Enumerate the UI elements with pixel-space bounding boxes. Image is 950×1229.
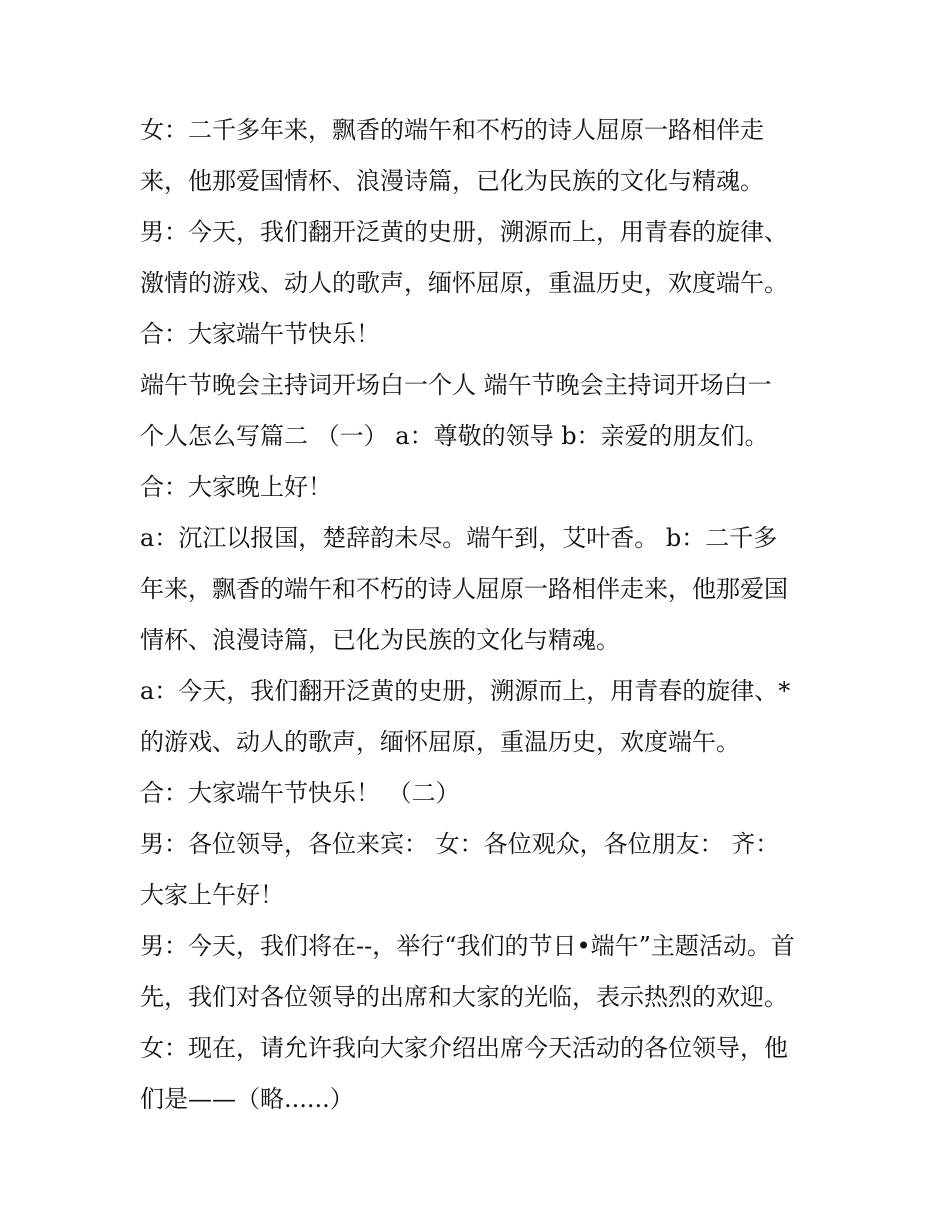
- text-line: 激情的游戏、动人的歌声，缅怀屈原，重温历史，欢度端午。: [140, 269, 788, 297]
- text-line: 合：大家端午节快乐！: [140, 320, 380, 348]
- text-line: 男：今天，我们翻开泛黄的史册，溯源而上，用青春的旋律、: [140, 218, 788, 246]
- document-body: [140, 105, 820, 1125]
- text-line: 大家上午好！: [140, 881, 284, 909]
- text-line: 们是——（略......）: [140, 1085, 354, 1113]
- text-line: 端午节晚会主持词开场白一个人 端午节晚会主持词开场白一: [140, 371, 772, 399]
- text-line: a：今天，我们翻开泛黄的史册，溯源而上，用青春的旋律、*: [140, 677, 791, 705]
- text-line: 合：大家晚上好！: [140, 473, 332, 501]
- text-line: 年来，飘香的端午和不朽的诗人屈原一路相伴走来，他那爱国: [140, 575, 788, 603]
- text-line: 来，他那爱国情杯、浪漫诗篇，已化为民族的文化与精魂。: [140, 167, 764, 195]
- text-line: 情杯、浪漫诗篇，已化为民族的文化与精魂。: [140, 626, 620, 654]
- text-line: 合：大家端午节快乐！ （二）: [140, 779, 460, 807]
- text-line: 男：今天，我们将在--，举行“我们的节日•端午”主题活动。首: [140, 932, 795, 960]
- text-line: a：沉江以报国，楚辞韵未尽。端午到，艾叶香。 b：二千多: [140, 524, 778, 552]
- text-line: 女：现在，请允许我向大家介绍出席今天活动的各位领导，他: [140, 1034, 788, 1062]
- text-line: 的游戏、动人的歌声，缅怀屈原，重温历史，欢度端午。: [140, 728, 740, 756]
- text-line: 男：各位领导，各位来宾： 女：各位观众，各位朋友： 齐：: [140, 830, 780, 858]
- text-line: 个人怎么写篇二 （一） a：尊敬的领导 b：亲爱的朋友们。: [140, 422, 769, 450]
- text-line: 女：二千多年来，飘香的端午和不朽的诗人屈原一路相伴走: [140, 116, 764, 144]
- text-line: 先，我们对各位领导的出席和大家的光临，表示热烈的欢迎。: [140, 983, 788, 1011]
